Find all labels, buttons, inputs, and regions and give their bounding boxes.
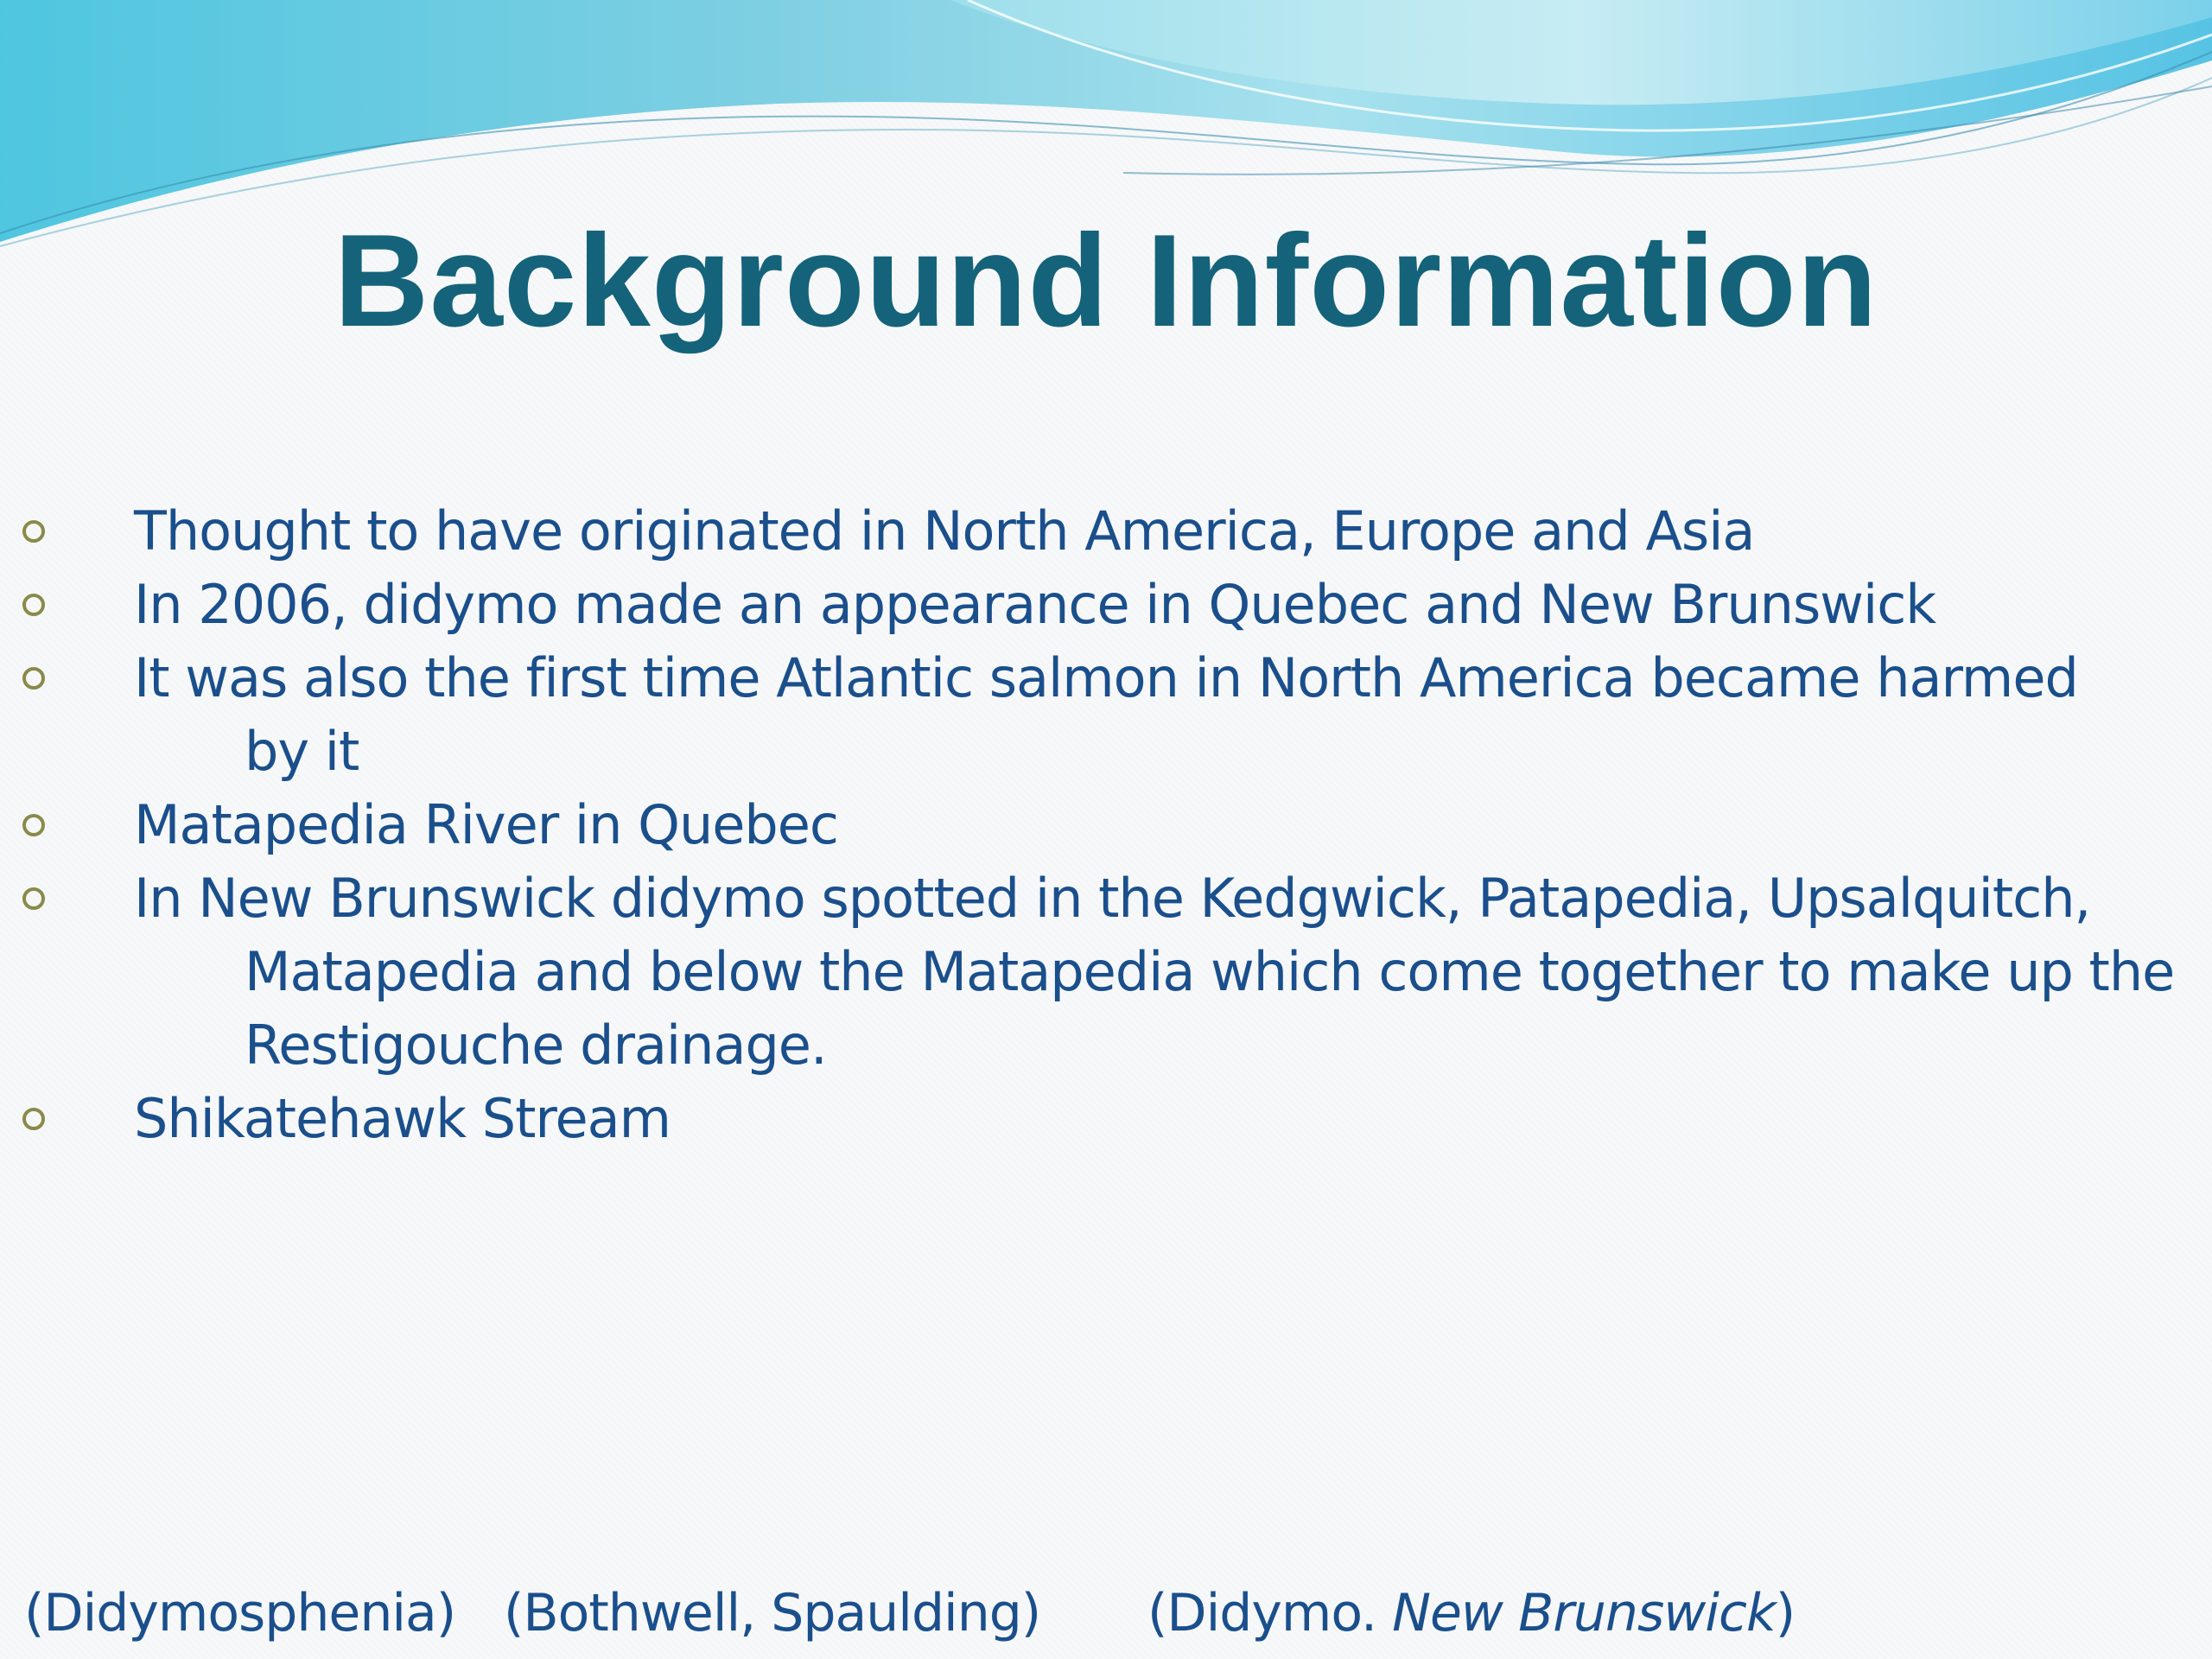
citation-prefix: (Didymo. [1147,1583,1393,1643]
bullet-circle-icon [22,1108,45,1130]
bullet-list [0,494,2195,1155]
bullet-item [0,641,2195,788]
bullet-item [0,788,2195,861]
slide-title: Background Information [334,207,1878,354]
bullet-item [0,861,2195,1082]
bullet-text: Thought to have originated in North America, Europe and Asia [134,499,1755,563]
bullet-item [0,494,2195,568]
citation-suffix: ) [1775,1583,1796,1643]
bullet-circle-icon [22,814,45,836]
bullet-circle-icon [22,887,45,910]
bullet-continuation: Matapedia and below the Matapedia which come together to make up the Restigouche drainage. [245,940,2175,1077]
citation-italic-title: New Brunswick [1392,1583,1776,1643]
bullet-text: It was also the first time Atlantic salmon in North America became harmed [134,646,2078,709]
bullet-item [0,568,2195,641]
bullet-text: Shikatehawk Stream [134,1087,671,1150]
bullet-circle-icon [22,667,45,690]
bullet-text: In 2006, didymo made an appearance in Quebec and New Brunswick [134,573,1936,636]
citation-didymosphenia: (Didymosphenia) [24,1583,456,1643]
citation-bothwell-spaulding: (Bothwell, Spaulding) [504,1583,1041,1643]
bullet-continuation: by it [245,720,359,783]
bullet-text: In New Brunswick didymo spotted in the Kedgwick, Patapedia, Upsalquitch, [134,867,2091,930]
bullet-item [0,1082,2195,1155]
bullet-text: Matapedia River in Quebec [134,793,838,856]
bullet-circle-icon [22,594,45,616]
bullet-circle-icon [22,520,45,543]
citation-didymo-new-brunswick [1147,1574,1795,1652]
